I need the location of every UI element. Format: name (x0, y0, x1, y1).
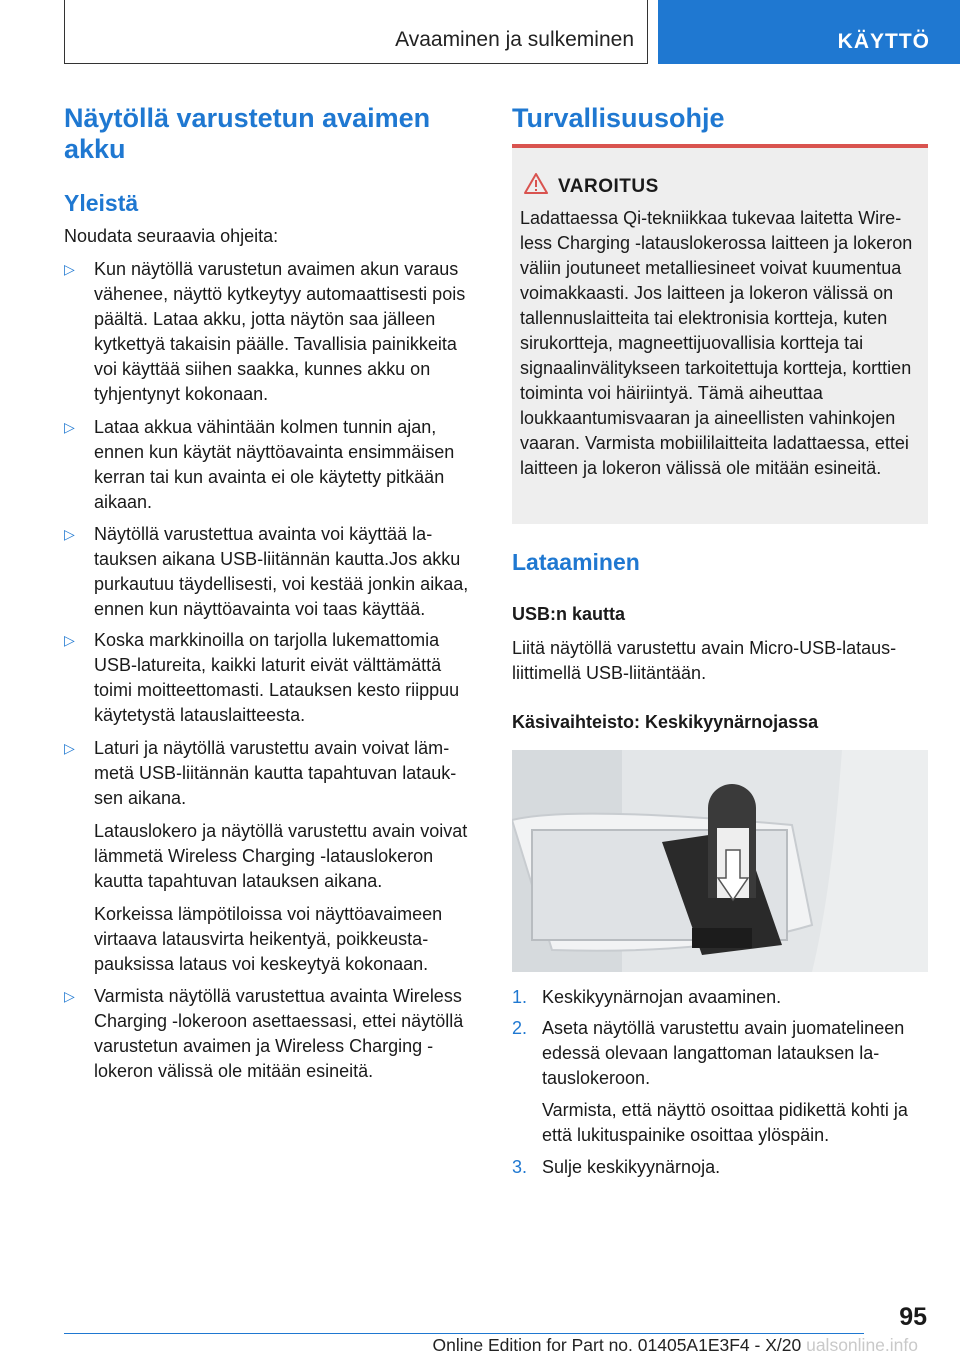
triangle-bullet-icon: ▷ (64, 419, 75, 435)
header-chapter-tab: KÄYTTÖ (658, 0, 960, 64)
usb-text: Liitä näytöllä varustettu avain Micro-USB-latausliittimellä USB-liitäntään. (512, 638, 897, 683)
triangle-bullet-icon: ▷ (64, 526, 75, 542)
list-item (64, 628, 478, 728)
footer-rule (64, 1333, 864, 1334)
charging-heading: Lataaminen (512, 549, 640, 575)
list-item-text: Varmista näytöllä varustettua avainta Wireless Charging -lokeroon asettaessasi, ettei näytöllä varustetun avaimen ja Wireless Charging -lokeron välissä ole mitään esineitä. (94, 986, 464, 1081)
list-item (512, 1016, 928, 1091)
triangle-bullet-icon: ▷ (64, 261, 75, 277)
section-heading-general: Yleistä (64, 190, 139, 216)
list-item (64, 415, 478, 515)
step-text: Aseta näytöllä varustettu avain juomatelineen edessä olevaan langattoman latauksen latauslokeroon. (542, 1018, 905, 1088)
list-item-text: Laturi ja näytöllä varustettu avain voivat lämmetä USB-liitännän kautta tapahtuvan latauksen aikana. (94, 738, 457, 808)
list-item (512, 985, 928, 1010)
footer-edition-text: Online Edition for Part no. 01405A1E3F4 - X/20 (432, 1335, 802, 1355)
list-item (64, 984, 478, 1084)
step-number: 2. (512, 1018, 528, 1038)
step-number: 3. (512, 1157, 528, 1177)
list-item-text: Kun näytöllä varustetun avaimen akun varaus vähenee, näyttö kytkeytyy automaattisesti pois päältä. Lataa akku, jotta näytön saa jälleen kytkettyä takaisin päälle. Tavallisia painikkeita voi käyttää siihen saakka, kunnes akku on tyhjentynyt kokonaan. (94, 259, 466, 404)
list-item (64, 257, 478, 407)
list-item (64, 736, 478, 811)
intro-text: Noudata seuraavia ohjeita: (64, 226, 279, 246)
list-item-text: Koska markkinoilla on tarjolla lukemattomia USB-latureita, kaikki laturit eivät välttämättä toimi moitteettomasti. Latauksen kesto riippuu käytetystä latauslaitteesta. (94, 630, 460, 725)
armrest-charging-photo (512, 750, 928, 972)
step-number: 1. (512, 987, 528, 1007)
triangle-bullet-icon: ▷ (64, 632, 75, 648)
list-item (64, 522, 478, 622)
list-item (512, 1155, 928, 1180)
header-section-title: Avaaminen ja sulkeminen (395, 28, 634, 51)
triangle-bullet-icon: ▷ (64, 988, 75, 1004)
list-item-text: Lataa akkua vähintään kolmen tunnin ajan, ennen kun käytät näyttöavainta ensimmäisen kerran tai kun avainta ei ole käytetty pitkään aikaan. (94, 417, 455, 512)
triangle-bullet-icon: ▷ (64, 740, 75, 756)
warning-text: Ladattaessa Qi-tekniikkaa tukevaa laitetta Wireless Charging -latauslokerossa laitteen ja lokeron väliin joutuneet metalliesineet voivat kuumentua voimakkaasti. Jos laitteen ja lokeron välissä on tallennuslaitteita tai elektronisia kortteja, kuten sirukortteja, magneettijuovallisia kortteja tai signaalinvälitykseen tarkoitettuja kortteja, korttien toiminta voi häiriintyä. Tämä aiheuttaa loukkaantumisvaaran ja aineellisten vahinkojen vaaran. Varmista mobiililaitteita ladattaessa, ettei laitteen ja lokeron välissä ole mitään esineitä. (520, 208, 913, 478)
list-item-paragraph: Latauslokero ja näytöllä varustettu avain voivat lämmetä Wireless Charging -latauslokeron kautta tapahtuvan latauksen aikana. (94, 821, 468, 891)
warning-label: VAROITUS (558, 176, 659, 197)
step-text: Keskikyynärnojan avaaminen. (542, 987, 782, 1007)
warning-box (512, 144, 928, 524)
footer-edition (433, 1335, 918, 1356)
step-note: Varmista, että näyttö osoittaa pidikettä kohti ja että lukituspainike osoittaa ylöspäin. (542, 1100, 908, 1145)
warning-triangle-icon (524, 172, 548, 196)
step-text: Sulje keskikyynärnoja. (542, 1157, 721, 1177)
list-item-paragraph: Korkeissa lämpötiloissa voi näyttöavaimeen virtaava latausvirta heikentyä, poikkeustapauksissa lataus voi keskeytyä kokonaan. (94, 904, 443, 974)
equipment-heading: Käsivaihteisto: Keskikyynärnojassa (512, 712, 819, 732)
page-number: 95 (899, 1303, 927, 1331)
list-item-text: Näytöllä varustettua avainta voi käyttää latauksen aikana USB-liitännän kautta.Jos akku purkautuu täydellisesti, voi kestää jonkin aikaa, ennen kun näyttöavainta voi taas käyttää. (94, 524, 469, 619)
footer-watermark: ualsonline.info (806, 1335, 918, 1355)
page-title: Näytöllä varustetun avaimen akku (64, 103, 431, 164)
safety-heading: Turvallisuusohje (512, 103, 725, 133)
usb-heading: USB:n kautta (512, 604, 626, 624)
